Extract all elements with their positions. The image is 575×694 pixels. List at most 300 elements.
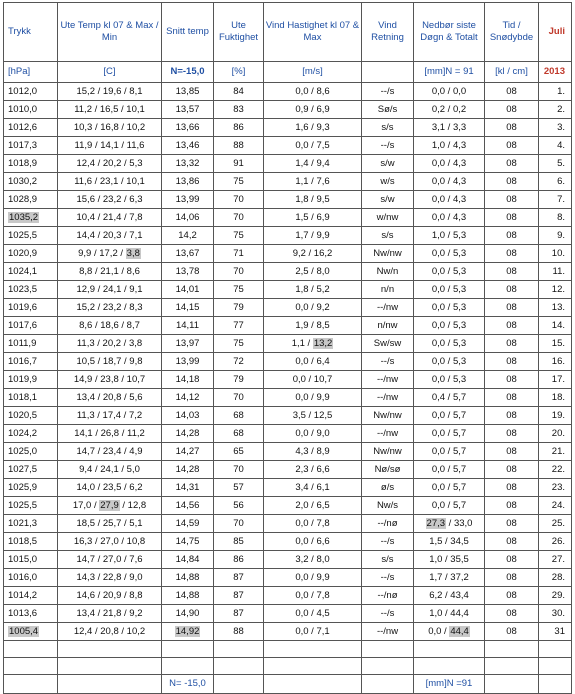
cell-pressure: 1019,9 bbox=[4, 371, 58, 389]
cell-day: 20. bbox=[539, 425, 572, 443]
cell-day: 22. bbox=[539, 461, 572, 479]
cell-time-snow-depth: 08 bbox=[485, 317, 539, 335]
cell-pressure: 1024,1 bbox=[4, 263, 58, 281]
cell-wind-speed: 4,3 / 8,9 bbox=[264, 443, 362, 461]
cell-day: 25. bbox=[539, 515, 572, 533]
footer-row bbox=[4, 675, 572, 694]
cell-pressure: 1017,3 bbox=[4, 137, 58, 155]
cell-precipitation: 0,2 / 0,2 bbox=[414, 101, 485, 119]
cell-outdoor-temp: 17,0 / 27,9 / 12,8 bbox=[58, 497, 162, 515]
cell-time-snow-depth: 08 bbox=[485, 371, 539, 389]
units-row bbox=[4, 62, 572, 83]
blank-cell bbox=[4, 641, 58, 658]
cell-day: 10. bbox=[539, 245, 572, 263]
cell-avg-temp: 13,99 bbox=[162, 353, 214, 371]
cell-precipitation: 0,0 / 5,7 bbox=[414, 425, 485, 443]
cell-wind-speed: 3,5 / 12,5 bbox=[264, 407, 362, 425]
cell-avg-temp: 14,90 bbox=[162, 605, 214, 623]
cell-day: 8. bbox=[539, 209, 572, 227]
cell-wind-speed: 2,3 / 6,6 bbox=[264, 461, 362, 479]
cell-pressure: 1014,2 bbox=[4, 587, 58, 605]
table-row bbox=[4, 425, 572, 443]
cell-wind-direction: w/nw bbox=[362, 209, 414, 227]
cell-avg-temp bbox=[162, 623, 214, 641]
cell-avg-temp: 14,03 bbox=[162, 407, 214, 425]
cell-avg-temp: 14,59 bbox=[162, 515, 214, 533]
blank-cell bbox=[539, 658, 572, 675]
cell-wind-speed: 1,8 / 9,5 bbox=[264, 191, 362, 209]
cell-wind-speed: 0,9 / 6,9 bbox=[264, 101, 362, 119]
cell-day: 12. bbox=[539, 281, 572, 299]
cell-precipitation: 0,0 / 5,7 bbox=[414, 497, 485, 515]
cell-humidity: 65 bbox=[214, 443, 264, 461]
cell-humidity: 79 bbox=[214, 371, 264, 389]
table-row bbox=[4, 371, 572, 389]
footer-pressure bbox=[4, 675, 58, 694]
cell-wind-direction: Nø/sø bbox=[362, 461, 414, 479]
cell-humidity: 84 bbox=[214, 83, 264, 101]
blank-cell bbox=[485, 658, 539, 675]
table-row bbox=[4, 317, 572, 335]
blank-cell bbox=[362, 658, 414, 675]
cell-avg-temp: 14,84 bbox=[162, 551, 214, 569]
cell-avg-temp: 14,88 bbox=[162, 587, 214, 605]
cell-avg-temp: 13,32 bbox=[162, 155, 214, 173]
cell-wind-direction: --/nw bbox=[362, 299, 414, 317]
cell-precipitation: 27,3 / 33,0 bbox=[414, 515, 485, 533]
cell-time-snow-depth: 08 bbox=[485, 209, 539, 227]
cell-wind-direction: ø/s bbox=[362, 479, 414, 497]
cell-time-snow-depth: 08 bbox=[485, 587, 539, 605]
table-row bbox=[4, 461, 572, 479]
cell-humidity: 75 bbox=[214, 173, 264, 191]
cell-outdoor-temp: 14,9 / 23,8 / 10,7 bbox=[58, 371, 162, 389]
cell-time-snow-depth: 08 bbox=[485, 623, 539, 641]
table-row bbox=[4, 443, 572, 461]
cell-humidity: 91 bbox=[214, 155, 264, 173]
highlighted-value: 1005,4 bbox=[9, 625, 39, 637]
cell-wind-direction: --/nw bbox=[362, 425, 414, 443]
highlighted-value: 14,92 bbox=[175, 625, 200, 637]
table-row bbox=[4, 137, 572, 155]
cell-wind-speed: 1,9 / 8,5 bbox=[264, 317, 362, 335]
cell-time-snow-depth: 08 bbox=[485, 173, 539, 191]
unit-pressure: [hPa] bbox=[4, 62, 58, 83]
cell-wind-direction: Nw/nw bbox=[362, 443, 414, 461]
cell-precipitation: 0,0 / 5,3 bbox=[414, 281, 485, 299]
cell-wind-speed: 0,0 / 9,0 bbox=[264, 425, 362, 443]
cell-humidity: 72 bbox=[214, 353, 264, 371]
cell-time-snow-depth: 08 bbox=[485, 119, 539, 137]
cell-time-snow-depth: 08 bbox=[485, 605, 539, 623]
cell-pressure: 1027,5 bbox=[4, 461, 58, 479]
blank-cell bbox=[162, 641, 214, 658]
cell-humidity: 88 bbox=[214, 623, 264, 641]
cell-humidity: 85 bbox=[214, 533, 264, 551]
cell-humidity: 56 bbox=[214, 497, 264, 515]
cell-wind-direction: n/n bbox=[362, 281, 414, 299]
cell-wind-speed: 1,1 / 7,6 bbox=[264, 173, 362, 191]
cell-precipitation: 0,0 / 5,7 bbox=[414, 407, 485, 425]
highlighted-value: 27,3 bbox=[426, 517, 446, 529]
blank-cell bbox=[58, 658, 162, 675]
cell-pressure: 1028,9 bbox=[4, 191, 58, 209]
cell-precipitation: 0,0 / 4,3 bbox=[414, 173, 485, 191]
cell-day: 6. bbox=[539, 173, 572, 191]
cell-precipitation: 6,2 / 43,4 bbox=[414, 587, 485, 605]
cell-humidity: 70 bbox=[214, 515, 264, 533]
cell-humidity: 68 bbox=[214, 425, 264, 443]
cell-avg-temp: 14,06 bbox=[162, 209, 214, 227]
blank-cell bbox=[4, 658, 58, 675]
cell-time-snow-depth: 08 bbox=[485, 533, 539, 551]
cell-day: 11. bbox=[539, 263, 572, 281]
cell-time-snow-depth: 08 bbox=[485, 497, 539, 515]
cell-avg-temp: 13,86 bbox=[162, 173, 214, 191]
cell-outdoor-temp: 15,2 / 23,2 / 8,3 bbox=[58, 299, 162, 317]
footer-outdoor-temp bbox=[58, 675, 162, 694]
cell-precipitation: 0,0 / 5,7 bbox=[414, 443, 485, 461]
cell-outdoor-temp: 8,8 / 21,1 / 8,6 bbox=[58, 263, 162, 281]
blank-cell bbox=[264, 641, 362, 658]
cell-wind-speed: 1,5 / 6,9 bbox=[264, 209, 362, 227]
cell-wind-speed: 3,2 / 8,0 bbox=[264, 551, 362, 569]
table-row bbox=[4, 353, 572, 371]
cell-day: 7. bbox=[539, 191, 572, 209]
table-row bbox=[4, 407, 572, 425]
cell-precipitation: 0,0 / 5,3 bbox=[414, 371, 485, 389]
table-row bbox=[4, 191, 572, 209]
table-row bbox=[4, 101, 572, 119]
cell-outdoor-temp: 10,4 / 21,4 / 7,8 bbox=[58, 209, 162, 227]
cell-humidity: 71 bbox=[214, 245, 264, 263]
cell-wind-speed: 0,0 / 9,2 bbox=[264, 299, 362, 317]
cell-outdoor-temp: 14,7 / 23,4 / 4,9 bbox=[58, 443, 162, 461]
cell-outdoor-temp: 12,4 / 20,2 / 5,3 bbox=[58, 155, 162, 173]
cell-outdoor-temp: 9,4 / 24,1 / 5,0 bbox=[58, 461, 162, 479]
cell-pressure: 1018,1 bbox=[4, 389, 58, 407]
cell-wind-direction: Nw/n bbox=[362, 263, 414, 281]
cell-precipitation: 0,0 / 5,3 bbox=[414, 353, 485, 371]
cell-pressure bbox=[4, 623, 58, 641]
cell-time-snow-depth: 08 bbox=[485, 245, 539, 263]
cell-wind-speed: 0,0 / 4,5 bbox=[264, 605, 362, 623]
blank-cell bbox=[414, 658, 485, 675]
cell-day: 3. bbox=[539, 119, 572, 137]
cell-day: 28. bbox=[539, 569, 572, 587]
cell-outdoor-temp: 14,0 / 23,5 / 6,2 bbox=[58, 479, 162, 497]
cell-avg-temp: 13,97 bbox=[162, 335, 214, 353]
cell-outdoor-temp: 12,9 / 24,1 / 9,1 bbox=[58, 281, 162, 299]
cell-precipitation: 0,0 / 5,7 bbox=[414, 461, 485, 479]
highlighted-value: 13,2 bbox=[313, 337, 333, 349]
cell-precipitation: 0,0 / 0,0 bbox=[414, 83, 485, 101]
cell-avg-temp: 14,28 bbox=[162, 461, 214, 479]
cell-wind-direction: s/w bbox=[362, 155, 414, 173]
cell-humidity: 70 bbox=[214, 191, 264, 209]
cell-precipitation: 0,0 / 4,3 bbox=[414, 209, 485, 227]
cell-pressure: 1030,2 bbox=[4, 173, 58, 191]
table-row bbox=[4, 569, 572, 587]
table-row bbox=[4, 173, 572, 191]
cell-pressure: 1010,0 bbox=[4, 101, 58, 119]
cell-precipitation: 1,5 / 34,5 bbox=[414, 533, 485, 551]
cell-wind-speed: 0,0 / 6,6 bbox=[264, 533, 362, 551]
cell-avg-temp: 14,56 bbox=[162, 497, 214, 515]
cell-pressure: 1011,9 bbox=[4, 335, 58, 353]
cell-humidity: 70 bbox=[214, 209, 264, 227]
cell-pressure: 1012,6 bbox=[4, 119, 58, 137]
table-row bbox=[4, 389, 572, 407]
cell-wind-direction: --/s bbox=[362, 137, 414, 155]
cell-day: 15. bbox=[539, 335, 572, 353]
unit-time-snow-depth: [kl / cm] bbox=[485, 62, 539, 83]
blank-row bbox=[4, 641, 572, 658]
cell-day: 14. bbox=[539, 317, 572, 335]
cell-pressure bbox=[4, 209, 58, 227]
cell-wind-speed: 1,6 / 9,3 bbox=[264, 119, 362, 137]
cell-outdoor-temp: 9,9 / 17,2 / 3,8 bbox=[58, 245, 162, 263]
cell-precipitation: 0,0 / 5,3 bbox=[414, 263, 485, 281]
unit-wind-speed: [m/s] bbox=[264, 62, 362, 83]
cell-wind-direction: --/s bbox=[362, 353, 414, 371]
cell-pressure: 1020,9 bbox=[4, 245, 58, 263]
cell-outdoor-temp: 15,6 / 23,2 / 6,3 bbox=[58, 191, 162, 209]
cell-wind-speed: 0,0 / 7,8 bbox=[264, 515, 362, 533]
header-outdoor-temp: Ute Temp kl 07 & Max / Min bbox=[58, 3, 162, 62]
cell-pressure: 1016,0 bbox=[4, 569, 58, 587]
blank-cell bbox=[162, 658, 214, 675]
cell-avg-temp: 14,18 bbox=[162, 371, 214, 389]
highlighted-value: 27,9 bbox=[100, 499, 119, 511]
cell-outdoor-temp: 11,9 / 14,1 / 11,6 bbox=[58, 137, 162, 155]
cell-wind-direction: --/nw bbox=[362, 389, 414, 407]
table-row bbox=[4, 263, 572, 281]
cell-wind-direction: n/nw bbox=[362, 317, 414, 335]
cell-wind-speed: 0,0 / 9,9 bbox=[264, 569, 362, 587]
cell-avg-temp: 14,01 bbox=[162, 281, 214, 299]
cell-day: 5. bbox=[539, 155, 572, 173]
cell-day: 26. bbox=[539, 533, 572, 551]
cell-day: 24. bbox=[539, 497, 572, 515]
blank-cell bbox=[485, 641, 539, 658]
cell-time-snow-depth: 08 bbox=[485, 335, 539, 353]
table-row bbox=[4, 335, 572, 353]
table-row bbox=[4, 209, 572, 227]
cell-wind-speed: 0,0 / 10,7 bbox=[264, 371, 362, 389]
cell-avg-temp: 14,15 bbox=[162, 299, 214, 317]
table-row bbox=[4, 515, 572, 533]
cell-wind-speed: 1,8 / 5,2 bbox=[264, 281, 362, 299]
cell-day: 30. bbox=[539, 605, 572, 623]
cell-precipitation: 0,0 / 5,7 bbox=[414, 479, 485, 497]
cell-day: 17. bbox=[539, 371, 572, 389]
cell-outdoor-temp: 11,3 / 17,4 / 7,2 bbox=[58, 407, 162, 425]
cell-wind-direction: w/s bbox=[362, 173, 414, 191]
footer-day bbox=[539, 675, 572, 694]
cell-outdoor-temp: 8,6 / 18,6 / 8,7 bbox=[58, 317, 162, 335]
cell-pressure: 1016,7 bbox=[4, 353, 58, 371]
cell-day: 29. bbox=[539, 587, 572, 605]
cell-wind-direction: --/nw bbox=[362, 623, 414, 641]
cell-wind-speed: 0,0 / 6,4 bbox=[264, 353, 362, 371]
cell-wind-speed: 2,5 / 8,0 bbox=[264, 263, 362, 281]
cell-day: 4. bbox=[539, 137, 572, 155]
cell-day: 19. bbox=[539, 407, 572, 425]
table-row bbox=[4, 155, 572, 173]
header-row bbox=[4, 3, 572, 62]
cell-outdoor-temp: 13,4 / 21,8 / 9,2 bbox=[58, 605, 162, 623]
cell-outdoor-temp: 11,6 / 23,1 / 10,1 bbox=[58, 173, 162, 191]
cell-day: 16. bbox=[539, 353, 572, 371]
cell-wind-speed: 1,1 / 13,2 bbox=[264, 335, 362, 353]
header-pressure: Trykk bbox=[4, 3, 58, 62]
cell-avg-temp: 14,27 bbox=[162, 443, 214, 461]
header-humidity: Ute Fuktighet bbox=[214, 3, 264, 62]
cell-wind-speed: 1,7 / 9,9 bbox=[264, 227, 362, 245]
cell-precipitation: 3,1 / 3,3 bbox=[414, 119, 485, 137]
footer-time-snow-depth bbox=[485, 675, 539, 694]
cell-time-snow-depth: 08 bbox=[485, 299, 539, 317]
cell-wind-direction: s/s bbox=[362, 119, 414, 137]
cell-wind-speed: 2,0 / 6,5 bbox=[264, 497, 362, 515]
cell-humidity: 86 bbox=[214, 119, 264, 137]
cell-avg-temp: 13,46 bbox=[162, 137, 214, 155]
cell-time-snow-depth: 08 bbox=[485, 479, 539, 497]
cell-wind-speed: 1,4 / 9,4 bbox=[264, 155, 362, 173]
cell-time-snow-depth: 08 bbox=[485, 461, 539, 479]
cell-wind-direction: Nw/nw bbox=[362, 245, 414, 263]
cell-precipitation: 0,0 / 5,3 bbox=[414, 335, 485, 353]
cell-outdoor-temp: 18,5 / 25,7 / 5,1 bbox=[58, 515, 162, 533]
cell-wind-speed: 3,4 / 6,1 bbox=[264, 479, 362, 497]
cell-time-snow-depth: 08 bbox=[485, 425, 539, 443]
cell-humidity: 77 bbox=[214, 317, 264, 335]
cell-avg-temp: 13,57 bbox=[162, 101, 214, 119]
cell-humidity: 68 bbox=[214, 407, 264, 425]
table-row bbox=[4, 119, 572, 137]
cell-outdoor-temp: 16,3 / 27,0 / 10,8 bbox=[58, 533, 162, 551]
cell-wind-speed: 0,0 / 9,9 bbox=[264, 389, 362, 407]
cell-humidity: 70 bbox=[214, 389, 264, 407]
cell-outdoor-temp: 14,7 / 27,0 / 7,6 bbox=[58, 551, 162, 569]
cell-humidity: 57 bbox=[214, 479, 264, 497]
cell-pressure: 1015,0 bbox=[4, 551, 58, 569]
cell-time-snow-depth: 08 bbox=[485, 389, 539, 407]
table-row bbox=[4, 281, 572, 299]
cell-pressure: 1012,0 bbox=[4, 83, 58, 101]
cell-wind-direction: Nw/s bbox=[362, 497, 414, 515]
cell-humidity: 87 bbox=[214, 569, 264, 587]
cell-pressure: 1025,9 bbox=[4, 479, 58, 497]
cell-humidity: 86 bbox=[214, 551, 264, 569]
cell-outdoor-temp: 13,4 / 20,8 / 5,6 bbox=[58, 389, 162, 407]
cell-outdoor-temp: 10,3 / 16,8 / 10,2 bbox=[58, 119, 162, 137]
cell-day: 9. bbox=[539, 227, 572, 245]
cell-precipitation: 0,4 / 5,7 bbox=[414, 389, 485, 407]
cell-time-snow-depth: 08 bbox=[485, 263, 539, 281]
cell-wind-direction: s/s bbox=[362, 551, 414, 569]
cell-outdoor-temp: 12,4 / 20,8 / 10,2 bbox=[58, 623, 162, 641]
cell-precipitation: 0,0 / 44,4 bbox=[414, 623, 485, 641]
table-row bbox=[4, 497, 572, 515]
cell-precipitation: 1,0 / 4,3 bbox=[414, 137, 485, 155]
cell-precipitation: 0,0 / 5,3 bbox=[414, 245, 485, 263]
cell-humidity: 70 bbox=[214, 461, 264, 479]
cell-outdoor-temp: 14,3 / 22,8 / 9,0 bbox=[58, 569, 162, 587]
cell-outdoor-temp: 14,1 / 26,8 / 11,2 bbox=[58, 425, 162, 443]
cell-humidity: 79 bbox=[214, 299, 264, 317]
table-row bbox=[4, 623, 572, 641]
cell-day: 18. bbox=[539, 389, 572, 407]
cell-pressure: 1025,5 bbox=[4, 497, 58, 515]
cell-day: 23. bbox=[539, 479, 572, 497]
cell-wind-speed: 0,0 / 8,6 bbox=[264, 83, 362, 101]
cell-humidity: 70 bbox=[214, 263, 264, 281]
cell-humidity: 87 bbox=[214, 587, 264, 605]
cell-avg-temp: 14,28 bbox=[162, 425, 214, 443]
header-time-snow-depth: Tid / Snødybde bbox=[485, 3, 539, 62]
cell-time-snow-depth: 08 bbox=[485, 155, 539, 173]
cell-avg-temp: 13,67 bbox=[162, 245, 214, 263]
highlighted-value: 3,8 bbox=[126, 247, 140, 259]
blank-cell bbox=[214, 658, 264, 675]
unit-humidity: [%] bbox=[214, 62, 264, 83]
cell-time-snow-depth: 08 bbox=[485, 407, 539, 425]
cell-time-snow-depth: 08 bbox=[485, 353, 539, 371]
cell-time-snow-depth: 08 bbox=[485, 83, 539, 101]
cell-time-snow-depth: 08 bbox=[485, 137, 539, 155]
blank-cell bbox=[539, 641, 572, 658]
cell-wind-direction: Sw/sw bbox=[362, 335, 414, 353]
blank-cell bbox=[362, 641, 414, 658]
footer-avg-temp: N= -15,0 bbox=[162, 675, 214, 694]
cell-avg-temp: 14,75 bbox=[162, 533, 214, 551]
cell-wind-direction: --/s bbox=[362, 83, 414, 101]
cell-wind-speed: 0,0 / 7,1 bbox=[264, 623, 362, 641]
cell-outdoor-temp: 10,5 / 18,7 / 9,8 bbox=[58, 353, 162, 371]
cell-outdoor-temp: 11,3 / 20,2 / 3,8 bbox=[58, 335, 162, 353]
cell-humidity: 75 bbox=[214, 335, 264, 353]
cell-pressure: 1023,5 bbox=[4, 281, 58, 299]
cell-precipitation: 1,0 / 5,3 bbox=[414, 227, 485, 245]
table-row bbox=[4, 83, 572, 101]
table-row bbox=[4, 551, 572, 569]
cell-time-snow-depth: 08 bbox=[485, 551, 539, 569]
cell-time-snow-depth: 08 bbox=[485, 101, 539, 119]
cell-avg-temp: 13,99 bbox=[162, 191, 214, 209]
cell-outdoor-temp: 14,6 / 20,9 / 8,8 bbox=[58, 587, 162, 605]
cell-precipitation: 1,0 / 44,4 bbox=[414, 605, 485, 623]
cell-pressure: 1019,6 bbox=[4, 299, 58, 317]
cell-pressure: 1020,5 bbox=[4, 407, 58, 425]
cell-day: 13. bbox=[539, 299, 572, 317]
cell-time-snow-depth: 08 bbox=[485, 569, 539, 587]
unit-precipitation: [mm]N = 91 bbox=[414, 62, 485, 83]
cell-wind-speed: 0,0 / 7,5 bbox=[264, 137, 362, 155]
cell-humidity: 87 bbox=[214, 605, 264, 623]
cell-time-snow-depth: 08 bbox=[485, 191, 539, 209]
cell-wind-speed: 9,2 / 16,2 bbox=[264, 245, 362, 263]
blank-cell bbox=[264, 658, 362, 675]
cell-day: 1. bbox=[539, 83, 572, 101]
cell-humidity: 75 bbox=[214, 281, 264, 299]
footer-wind-speed bbox=[264, 675, 362, 694]
header-avg-temp: Snitt temp bbox=[162, 3, 214, 62]
cell-avg-temp: 13,78 bbox=[162, 263, 214, 281]
highlighted-value: 44,4 bbox=[450, 625, 469, 637]
cell-day: 21. bbox=[539, 443, 572, 461]
